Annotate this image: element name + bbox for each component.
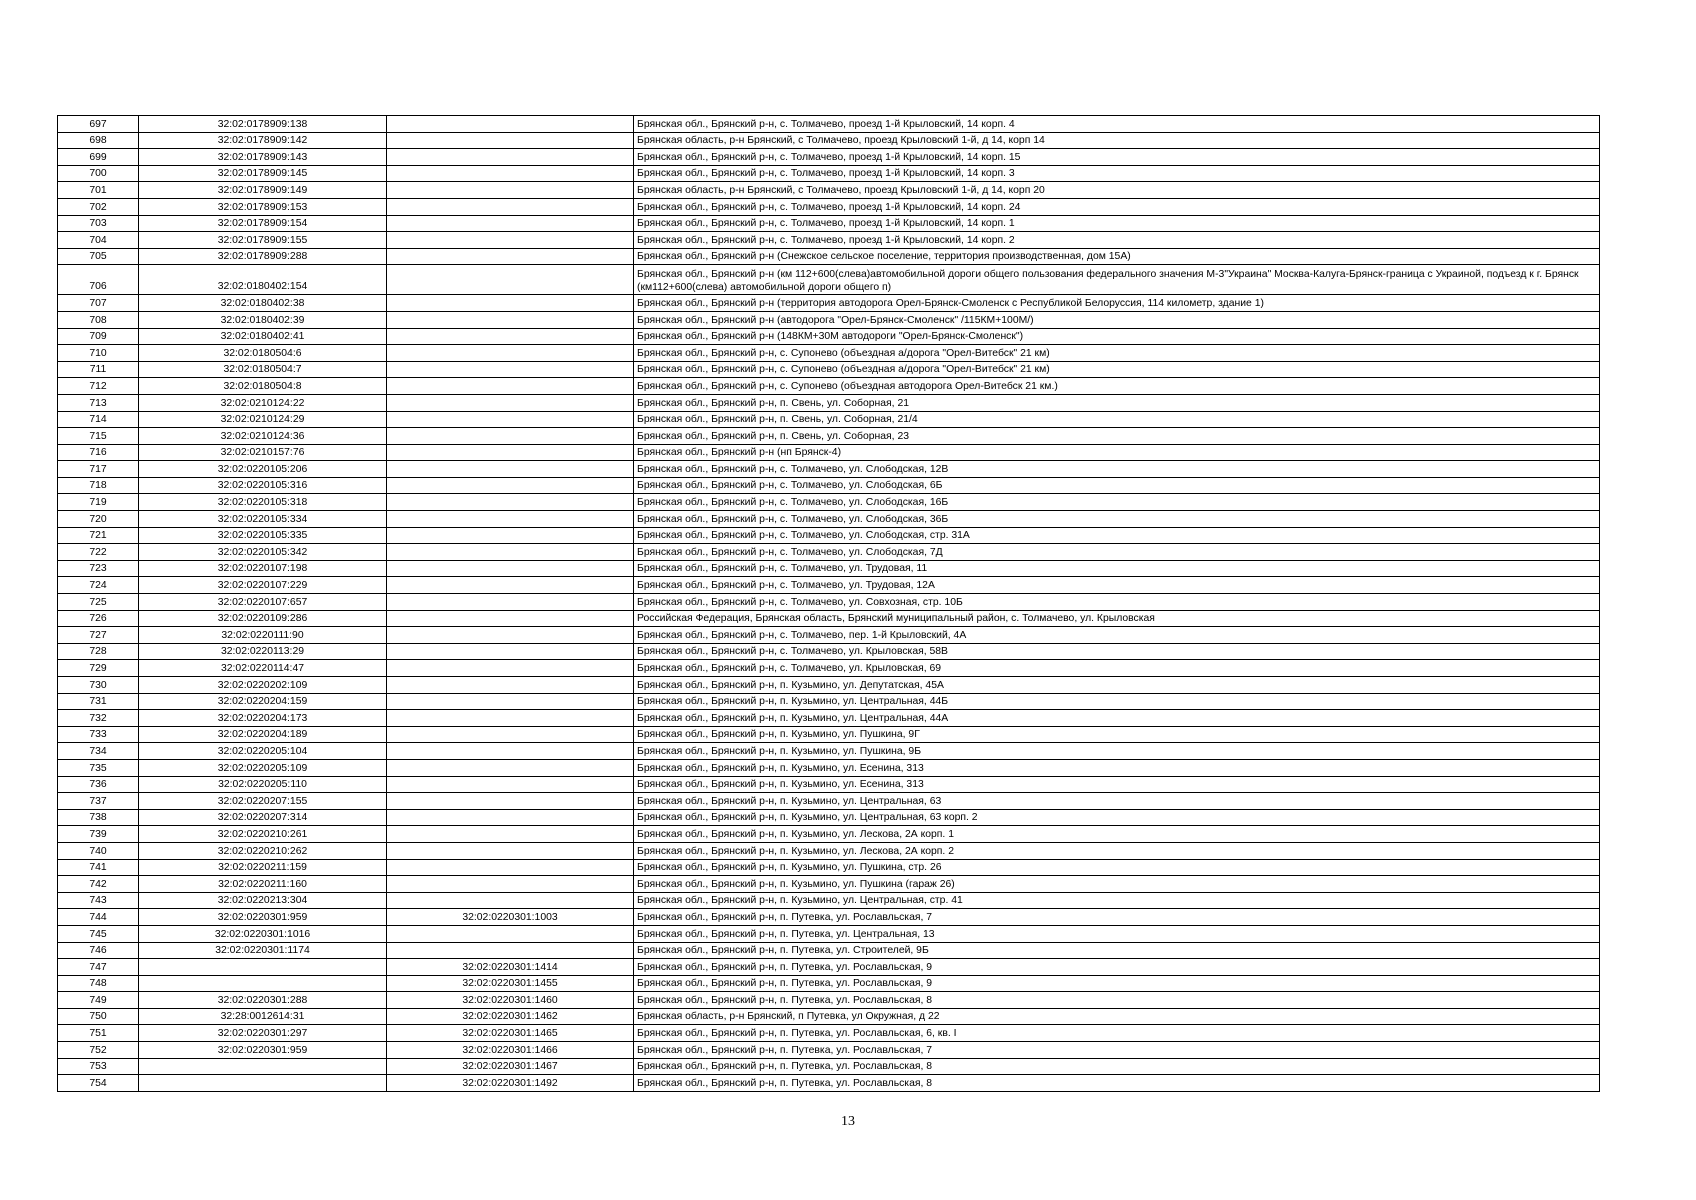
linked-cadastral-number-cell (387, 876, 634, 893)
linked-cadastral-number-cell (387, 776, 634, 793)
row-number-cell: 751 (58, 1025, 139, 1042)
row-number-cell: 710 (58, 345, 139, 362)
row-number-cell: 738 (58, 809, 139, 826)
linked-cadastral-number-cell (387, 610, 634, 627)
cadastral-number-cell: 32:02:0178909:154 (139, 215, 387, 232)
row-number-cell: 715 (58, 428, 139, 445)
cadastral-number-cell: 32:02:0210124:36 (139, 428, 387, 445)
cadastral-number-cell: 32:02:0220301:288 (139, 992, 387, 1009)
linked-cadastral-number-cell: 32:02:0220301:1455 (387, 975, 634, 992)
table-row (58, 361, 1600, 378)
linked-cadastral-number-cell (387, 594, 634, 611)
cadastral-number-cell: 32:02:0220301:959 (139, 909, 387, 926)
linked-cadastral-number-cell (387, 527, 634, 544)
address-cell: Брянская обл., Брянский р-н, п. Кузьмино, ул. Центральная, стр. 41 (634, 892, 1600, 909)
cadastral-number-cell: 32:02:0180402:41 (139, 328, 387, 345)
row-number-cell: 702 (58, 198, 139, 215)
address-cell: Брянская область, р-н Брянский, с Толмачево, проезд Крыловский 1-й, д 14, корп 14 (634, 132, 1600, 149)
cadastral-number-cell: 32:02:0210157:76 (139, 444, 387, 461)
row-number-cell: 733 (58, 726, 139, 743)
table-row (58, 693, 1600, 710)
row-number-cell: 752 (58, 1042, 139, 1059)
linked-cadastral-number-cell: 32:02:0220301:1465 (387, 1025, 634, 1042)
cadastral-number-cell: 32:02:0220105:318 (139, 494, 387, 511)
address-cell: Брянская обл., Брянский р-н, с. Толмачево, пер. 1-й Крыловский, 4А (634, 627, 1600, 644)
address-cell: Брянская обл., Брянский р-н, с. Толмачево, ул. Слободская, 16Б (634, 494, 1600, 511)
row-number-cell: 748 (58, 975, 139, 992)
table-row (58, 215, 1600, 232)
cadastral-number-cell: 32:02:0180504:6 (139, 345, 387, 362)
row-number-cell: 712 (58, 378, 139, 395)
cadastral-number-cell: 32:02:0220107:229 (139, 577, 387, 594)
linked-cadastral-number-cell (387, 793, 634, 810)
table-row (58, 149, 1600, 166)
linked-cadastral-number-cell (387, 411, 634, 428)
row-number-cell: 743 (58, 892, 139, 909)
row-number-cell: 711 (58, 361, 139, 378)
linked-cadastral-number-cell: 32:02:0220301:1467 (387, 1058, 634, 1075)
address-cell: Брянская обл., Брянский р-н, п. Путевка, ул. Строителей, 9Б (634, 942, 1600, 959)
table-row (58, 444, 1600, 461)
linked-cadastral-number-cell (387, 660, 634, 677)
address-cell: Брянская обл., Брянский р-н, с. Толмачево, проезд 1-й Крыловский, 14 корп. 4 (634, 116, 1600, 133)
row-number-cell: 736 (58, 776, 139, 793)
linked-cadastral-number-cell (387, 461, 634, 478)
linked-cadastral-number-cell (387, 149, 634, 166)
address-cell: Брянская обл., Брянский р-н, с. Толмачево, проезд 1-й Крыловский, 14 корп. 24 (634, 198, 1600, 215)
row-number-cell: 749 (58, 992, 139, 1009)
address-cell: Брянская обл., Брянский р-н, п. Путевка, ул. Рославльская, 8 (634, 1075, 1600, 1092)
address-cell: Брянская обл., Брянский р-н (Снежское сельское поселение, территория производственная, дом 15А) (634, 248, 1600, 265)
table-row (58, 594, 1600, 611)
address-cell: Брянская обл., Брянский р-н, п. Кузьмино, ул. Пушкина, 9Г (634, 726, 1600, 743)
table-row (58, 909, 1600, 926)
cadastral-number-cell: 32:02:0178909:155 (139, 232, 387, 249)
row-number-cell: 739 (58, 826, 139, 843)
cadastral-number-cell: 32:02:0220105:342 (139, 544, 387, 561)
cadastral-number-cell: 32:02:0178909:143 (139, 149, 387, 166)
cadastral-number-cell (139, 959, 387, 976)
linked-cadastral-number-cell (387, 759, 634, 776)
row-number-cell: 740 (58, 842, 139, 859)
linked-cadastral-number-cell: 32:02:0220301:1466 (387, 1042, 634, 1059)
linked-cadastral-number-cell (387, 842, 634, 859)
linked-cadastral-number-cell (387, 693, 634, 710)
linked-cadastral-number-cell (387, 627, 634, 644)
cadastral-number-cell: 32:02:0180504:7 (139, 361, 387, 378)
linked-cadastral-number-cell (387, 295, 634, 312)
linked-cadastral-number-cell (387, 677, 634, 694)
address-cell: Брянская обл., Брянский р-н, п. Кузьмино, ул. Центральная, 44Б (634, 693, 1600, 710)
row-number-cell: 708 (58, 311, 139, 328)
cadastral-number-cell: 32:02:0178909:288 (139, 248, 387, 265)
row-number-cell: 716 (58, 444, 139, 461)
linked-cadastral-number-cell (387, 577, 634, 594)
table-row (58, 809, 1600, 826)
table-row (58, 643, 1600, 660)
cadastral-number-cell: 32:02:0220301:1174 (139, 942, 387, 959)
table-row (58, 776, 1600, 793)
cadastral-number-cell: 32:02:0178909:149 (139, 182, 387, 199)
address-cell: Брянская обл., Брянский р-н, п. Кузьмино, ул. Центральная, 44А (634, 710, 1600, 727)
table-row (58, 494, 1600, 511)
address-cell: Брянская обл., Брянский р-н, с. Толмачево, ул. Трудовая, 11 (634, 560, 1600, 577)
linked-cadastral-number-cell (387, 710, 634, 727)
row-number-cell: 719 (58, 494, 139, 511)
address-cell: Брянская обл., Брянский р-н, п. Путевка, ул. Рославльская, 6, кв. I (634, 1025, 1600, 1042)
address-cell: Брянская обл., Брянский р-н (автодорога "Орел-Брянск-Смоленск" /115КМ+100М/) (634, 311, 1600, 328)
cadastral-number-cell: 32:02:0220205:109 (139, 759, 387, 776)
linked-cadastral-number-cell (387, 925, 634, 942)
cadastral-number-cell: 32:02:0220211:159 (139, 859, 387, 876)
linked-cadastral-number-cell (387, 494, 634, 511)
row-number-cell: 735 (58, 759, 139, 776)
table-row (58, 511, 1600, 528)
registry-table-body (58, 116, 1600, 1092)
address-cell: Брянская обл., Брянский р-н, п. Кузьмино, ул. Лескова, 2А корп. 1 (634, 826, 1600, 843)
table-row (58, 411, 1600, 428)
row-number-cell: 750 (58, 1008, 139, 1025)
address-cell: Брянская обл., Брянский р-н, с. Супонево (объездная а/дорога "Орел-Витебск" 21 км) (634, 361, 1600, 378)
table-row (58, 793, 1600, 810)
table-row (58, 859, 1600, 876)
table-row (58, 560, 1600, 577)
row-number-cell: 746 (58, 942, 139, 959)
row-number-cell: 721 (58, 527, 139, 544)
linked-cadastral-number-cell (387, 428, 634, 445)
linked-cadastral-number-cell (387, 248, 634, 265)
cadastral-number-cell: 32:02:0220105:334 (139, 511, 387, 528)
table-row (58, 428, 1600, 445)
linked-cadastral-number-cell (387, 859, 634, 876)
cadastral-number-cell: 32:02:0220105:316 (139, 477, 387, 494)
linked-cadastral-number-cell: 32:02:0220301:1492 (387, 1075, 634, 1092)
table-row (58, 975, 1600, 992)
address-cell: Брянская обл., Брянский р-н, п. Кузьмино, ул. Лескова, 2А корп. 2 (634, 842, 1600, 859)
cadastral-number-cell: 32:02:0220107:657 (139, 594, 387, 611)
row-number-cell: 742 (58, 876, 139, 893)
cadastral-number-cell: 32:02:0220204:189 (139, 726, 387, 743)
address-cell: Брянская область, р-н Брянский, с Толмачево, проезд Крыловский 1-й, д 14, корп 20 (634, 182, 1600, 199)
cadastral-number-cell (139, 1058, 387, 1075)
linked-cadastral-number-cell (387, 165, 634, 182)
linked-cadastral-number-cell (387, 826, 634, 843)
row-number-cell: 726 (58, 610, 139, 627)
row-number-cell: 754 (58, 1075, 139, 1092)
address-cell: Брянская обл., Брянский р-н, п. Свень, ул. Соборная, 21/4 (634, 411, 1600, 428)
row-number-cell: 701 (58, 182, 139, 199)
cadastral-number-cell: 32:02:0220205:110 (139, 776, 387, 793)
row-number-cell: 720 (58, 511, 139, 528)
table-row (58, 295, 1600, 312)
cadastral-number-cell: 32:02:0180402:39 (139, 311, 387, 328)
address-cell: Брянская обл., Брянский р-н, с. Толмачево, ул. Слободская, 6Б (634, 477, 1600, 494)
linked-cadastral-number-cell (387, 361, 634, 378)
cadastral-number-cell: 32:02:0220210:261 (139, 826, 387, 843)
linked-cadastral-number-cell (387, 643, 634, 660)
table-row (58, 577, 1600, 594)
address-cell: Брянская обл., Брянский р-н, с. Толмачево, проезд 1-й Крыловский, 14 корп. 3 (634, 165, 1600, 182)
row-number-cell: 724 (58, 577, 139, 594)
linked-cadastral-number-cell (387, 560, 634, 577)
linked-cadastral-number-cell (387, 328, 634, 345)
table-row (58, 1025, 1600, 1042)
address-cell: Брянская обл., Брянский р-н, с. Толмачево, проезд 1-й Крыловский, 14 корп. 15 (634, 149, 1600, 166)
linked-cadastral-number-cell (387, 182, 634, 199)
linked-cadastral-number-cell (387, 265, 634, 295)
linked-cadastral-number-cell (387, 892, 634, 909)
cadastral-number-cell: 32:02:0220105:206 (139, 461, 387, 478)
linked-cadastral-number-cell: 32:02:0220301:1003 (387, 909, 634, 926)
cadastral-number-cell: 32:02:0220211:160 (139, 876, 387, 893)
linked-cadastral-number-cell (387, 311, 634, 328)
address-cell: Брянская обл., Брянский р-н, с. Толмачево, ул. Крыловская, 69 (634, 660, 1600, 677)
linked-cadastral-number-cell: 32:02:0220301:1414 (387, 959, 634, 976)
row-number-cell: 705 (58, 248, 139, 265)
table-row (58, 1058, 1600, 1075)
cadastral-number-cell: 32:02:0180504:8 (139, 378, 387, 395)
address-cell: Брянская обл., Брянский р-н, с. Толмачево, проезд 1-й Крыловский, 14 корп. 1 (634, 215, 1600, 232)
row-number-cell: 703 (58, 215, 139, 232)
row-number-cell: 737 (58, 793, 139, 810)
table-row (58, 710, 1600, 727)
cadastral-number-cell: 32:02:0220207:314 (139, 809, 387, 826)
cadastral-number-cell: 32:02:0210124:22 (139, 394, 387, 411)
row-number-cell: 722 (58, 544, 139, 561)
row-number-cell: 744 (58, 909, 139, 926)
table-row (58, 248, 1600, 265)
table-row (58, 527, 1600, 544)
address-cell: Брянская обл., Брянский р-н, с. Толмачево, проезд 1-й Крыловский, 14 корп. 2 (634, 232, 1600, 249)
linked-cadastral-number-cell (387, 132, 634, 149)
table-row (58, 992, 1600, 1009)
address-cell: Брянская обл., Брянский р-н, п. Кузьмино, ул. Центральная, 63 корп. 2 (634, 809, 1600, 826)
address-cell: Брянская обл., Брянский р-н, п. Кузьмино, ул. Пушкина, стр. 26 (634, 859, 1600, 876)
table-row (58, 677, 1600, 694)
row-number-cell: 723 (58, 560, 139, 577)
cadastral-number-cell: 32:02:0220204:159 (139, 693, 387, 710)
address-cell: Брянская обл., Брянский р-н, п. Кузьмино, ул. Пушкина, 9Б (634, 743, 1600, 760)
cadastral-number-cell: 32:02:0180402:38 (139, 295, 387, 312)
table-row (58, 892, 1600, 909)
table-row (58, 378, 1600, 395)
cadastral-number-cell: 32:02:0178909:153 (139, 198, 387, 215)
cadastral-number-cell: 32:28:0012614:31 (139, 1008, 387, 1025)
table-row (58, 743, 1600, 760)
table-row (58, 116, 1600, 133)
row-number-cell: 714 (58, 411, 139, 428)
address-cell: Брянская обл., Брянский р-н, п. Кузьмино, ул. Пушкина (гараж 26) (634, 876, 1600, 893)
address-cell: Брянская обл., Брянский р-н (нп Брянск-4) (634, 444, 1600, 461)
address-cell: Брянская обл., Брянский р-н, п. Кузьмино, ул. Есенина, 313 (634, 776, 1600, 793)
address-cell: Брянская обл., Брянский р-н, п. Путевка, ул. Рославльская, 9 (634, 975, 1600, 992)
linked-cadastral-number-cell (387, 511, 634, 528)
address-cell: Брянская обл., Брянский р-н, п. Свень, ул. Соборная, 23 (634, 428, 1600, 445)
address-cell: Брянская обл., Брянский р-н (км 112+600(слева)автомобильной дороги общего пользования федерального значения М-3"Украина" Москва-Калуга-Брянск-граница с Украиной, подъезд к г. Брянск (км112+600(слева) автомобильной дороги общего п) (634, 265, 1600, 295)
row-number-cell: 753 (58, 1058, 139, 1075)
row-number-cell: 713 (58, 394, 139, 411)
address-cell: Брянская обл., Брянский р-н, с. Толмачево, ул. Слободская, стр. 31А (634, 527, 1600, 544)
table-row (58, 942, 1600, 959)
linked-cadastral-number-cell (387, 198, 634, 215)
table-row (58, 394, 1600, 411)
address-cell: Брянская обл., Брянский р-н, с. Толмачево, ул. Крыловская, 58В (634, 643, 1600, 660)
cadastral-number-cell: 32:02:0220105:335 (139, 527, 387, 544)
address-cell: Брянская обл., Брянский р-н, п. Путевка, ул. Рославльская, 7 (634, 909, 1600, 926)
linked-cadastral-number-cell (387, 942, 634, 959)
row-number-cell: 718 (58, 477, 139, 494)
address-cell: Брянская обл., Брянский р-н, с. Толмачево, ул. Трудовая, 12А (634, 577, 1600, 594)
address-cell: Брянская обл., Брянский р-н, п. Путевка, ул. Рославльская, 7 (634, 1042, 1600, 1059)
table-row (58, 726, 1600, 743)
address-cell: Брянская обл., Брянский р-н, п. Кузьмино, ул. Депутатская, 45А (634, 677, 1600, 694)
address-cell: Брянская обл., Брянский р-н, п. Путевка, ул. Рославльская, 8 (634, 992, 1600, 1009)
table-row (58, 345, 1600, 362)
row-number-cell: 732 (58, 710, 139, 727)
table-row (58, 265, 1600, 295)
cadastral-number-cell: 32:02:0178909:145 (139, 165, 387, 182)
property-registry-table (57, 115, 1600, 1092)
cadastral-number-cell: 32:02:0178909:142 (139, 132, 387, 149)
address-cell: Брянская обл., Брянский р-н, п. Путевка, ул. Центральная, 13 (634, 925, 1600, 942)
row-number-cell: 731 (58, 693, 139, 710)
table-row (58, 660, 1600, 677)
table-row (58, 461, 1600, 478)
address-cell: Брянская обл., Брянский р-н (территория автодорога Орел-Брянск-Смоленск с Республикой Белоруссия, 114 километр, здание 1) (634, 295, 1600, 312)
table-row (58, 198, 1600, 215)
table-row (58, 959, 1600, 976)
cadastral-number-cell: 32:02:0220113:29 (139, 643, 387, 660)
linked-cadastral-number-cell (387, 345, 634, 362)
address-cell: Российская Федерация, Брянская область, Брянский муниципальный район, с. Толмачево, ул. Крыловская (634, 610, 1600, 627)
table-row (58, 842, 1600, 859)
address-cell: Брянская обл., Брянский р-н, п. Кузьмино, ул. Центральная, 63 (634, 793, 1600, 810)
table-row (58, 328, 1600, 345)
linked-cadastral-number-cell (387, 394, 634, 411)
address-cell: Брянская обл., Брянский р-н (148КМ+30М автодороги "Орел-Брянск-Смоленск") (634, 328, 1600, 345)
table-row (58, 627, 1600, 644)
row-number-cell: 729 (58, 660, 139, 677)
row-number-cell: 725 (58, 594, 139, 611)
table-row (58, 610, 1600, 627)
cadastral-number-cell: 32:02:0220107:198 (139, 560, 387, 577)
linked-cadastral-number-cell (387, 215, 634, 232)
row-number-cell: 728 (58, 643, 139, 660)
linked-cadastral-number-cell (387, 444, 634, 461)
cadastral-number-cell: 32:02:0220301:1016 (139, 925, 387, 942)
row-number-cell: 727 (58, 627, 139, 644)
address-cell: Брянская обл., Брянский р-н, с. Толмачево, ул. Слободская, 36Б (634, 511, 1600, 528)
table-row (58, 232, 1600, 249)
cadastral-number-cell: 32:02:0220109:286 (139, 610, 387, 627)
cadastral-number-cell: 32:02:0178909:138 (139, 116, 387, 133)
address-cell: Брянская обл., Брянский р-н, п. Кузьмино, ул. Есенина, 313 (634, 759, 1600, 776)
row-number-cell: 697 (58, 116, 139, 133)
table-row (58, 132, 1600, 149)
page-number: 13 (841, 1114, 855, 1129)
linked-cadastral-number-cell (387, 232, 634, 249)
address-cell: Брянская область, р-н Брянский, п Путевка, ул Окружная, д 22 (634, 1008, 1600, 1025)
row-number-cell: 717 (58, 461, 139, 478)
linked-cadastral-number-cell (387, 743, 634, 760)
address-cell: Брянская обл., Брянский р-н, с. Толмачево, ул. Слободская, 7Д (634, 544, 1600, 561)
cadastral-number-cell: 32:02:0220205:104 (139, 743, 387, 760)
row-number-cell: 741 (58, 859, 139, 876)
linked-cadastral-number-cell (387, 726, 634, 743)
linked-cadastral-number-cell (387, 809, 634, 826)
table-row (58, 165, 1600, 182)
cadastral-number-cell: 32:02:0220202:109 (139, 677, 387, 694)
table-row (58, 1042, 1600, 1059)
table-row (58, 925, 1600, 942)
cadastral-number-cell: 32:02:0220111:90 (139, 627, 387, 644)
address-cell: Брянская обл., Брянский р-н, с. Толмачево, ул. Совхозная, стр. 10Б (634, 594, 1600, 611)
row-number-cell: 704 (58, 232, 139, 249)
address-cell: Брянская обл., Брянский р-н, с. Супонево (объездная а/дорога "Орел-Витебск" 21 км) (634, 345, 1600, 362)
table-row (58, 311, 1600, 328)
row-number-cell: 730 (58, 677, 139, 694)
table-row (58, 477, 1600, 494)
row-number-cell: 700 (58, 165, 139, 182)
cadastral-number-cell: 32:02:0210124:29 (139, 411, 387, 428)
linked-cadastral-number-cell: 32:02:0220301:1460 (387, 992, 634, 1009)
row-number-cell: 699 (58, 149, 139, 166)
linked-cadastral-number-cell (387, 116, 634, 133)
cadastral-number-cell: 32:02:0220204:173 (139, 710, 387, 727)
table-row (58, 544, 1600, 561)
address-cell: Брянская обл., Брянский р-н, с. Супонево (объездная автодорога Орел-Витебск 21 км.) (634, 378, 1600, 395)
row-number-cell: 707 (58, 295, 139, 312)
address-cell: Брянская обл., Брянский р-н, п. Путевка, ул. Рославльская, 9 (634, 959, 1600, 976)
cadastral-number-cell: 32:02:0220210:262 (139, 842, 387, 859)
row-number-cell: 747 (58, 959, 139, 976)
linked-cadastral-number-cell: 32:02:0220301:1462 (387, 1008, 634, 1025)
row-number-cell: 698 (58, 132, 139, 149)
address-cell: Брянская обл., Брянский р-н, с. Толмачево, ул. Слободская, 12В (634, 461, 1600, 478)
table-row (58, 876, 1600, 893)
linked-cadastral-number-cell (387, 544, 634, 561)
cadastral-number-cell: 32:02:0220114:47 (139, 660, 387, 677)
cadastral-number-cell: 32:02:0180402:154 (139, 265, 387, 295)
address-cell: Брянская обл., Брянский р-н, п. Свень, ул. Соборная, 21 (634, 394, 1600, 411)
address-cell: Брянская обл., Брянский р-н, п. Путевка, ул. Рославльская, 8 (634, 1058, 1600, 1075)
cadastral-number-cell: 32:02:0220301:297 (139, 1025, 387, 1042)
table-row (58, 826, 1600, 843)
linked-cadastral-number-cell (387, 378, 634, 395)
cadastral-number-cell (139, 975, 387, 992)
linked-cadastral-number-cell (387, 477, 634, 494)
row-number-cell: 709 (58, 328, 139, 345)
table-row (58, 759, 1600, 776)
row-number-cell: 706 (58, 265, 139, 295)
cadastral-number-cell (139, 1075, 387, 1092)
table-row (58, 182, 1600, 199)
row-number-cell: 745 (58, 925, 139, 942)
table-row (58, 1008, 1600, 1025)
row-number-cell: 734 (58, 743, 139, 760)
cadastral-number-cell: 32:02:0220301:959 (139, 1042, 387, 1059)
cadastral-number-cell: 32:02:0220207:155 (139, 793, 387, 810)
table-row (58, 1075, 1600, 1092)
cadastral-number-cell: 32:02:0220213:304 (139, 892, 387, 909)
